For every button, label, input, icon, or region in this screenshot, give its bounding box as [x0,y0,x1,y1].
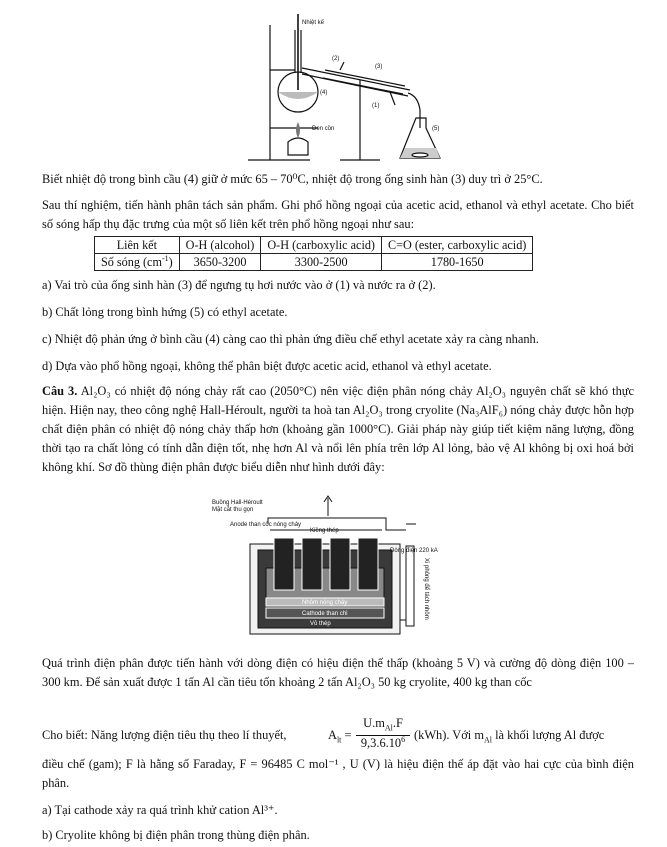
paragraph-definitions: điều chế (gam); F là hằng số Faraday, F = 96485 C mol⁻¹ , U (V) là hiệu điện thế áp đặt vào hai cực của bình điện phân. [42,757,634,790]
cell-sub-label: Mặt cắt thu gọn [212,507,254,513]
question-3 [42,382,634,477]
shell-label: Vỏ thép [310,621,331,627]
paragraph-temperature: Biết nhiệt độ trong bình cầu (4) giữ ở mức 65 – 70⁰C, nhiệt độ trong ống sinh hàn (3) duy trì ở 25°C. [42,172,543,186]
electrolysis-cell-figure [210,494,442,644]
q3-item-b: b) Cryolite không bị điện phân trong thùng điện phân. [42,828,310,842]
formula-numerator: $U.m_{Al}.F$ [356,716,410,736]
label-4: (4) [320,90,328,96]
ir-header-bond: Liên kết [95,237,180,254]
q2-item-c: c) Nhiệt độ phản ứng ở bình cầu (4) càng cao thì phản ứng điều chế ethyl acetate xảy ra càng nhanh. [42,332,539,346]
ir-header-co: C=O (ester, carboxylic acid) [381,237,532,254]
formula-denominator: 9,3.6.10$^6$ [360,735,406,751]
ir-value-co: 1780-1650 [381,254,532,271]
q2-item-b: b) Chất lỏng trong bình hứng (5) có ethyl acetate. [42,305,288,319]
label-2: (2) [332,56,340,62]
anode-label: Anode than cốc nóng chảy [230,522,302,528]
molten-al-label: Nhôm nóng chảy [302,600,348,606]
q2-item-d: d) Dựa vào phổ hồng ngoại, không thể phân biệt được acetic acid, ethanol và ethyl acetate. [42,359,492,373]
current-label: Dòng điện 220 kA [390,548,438,554]
label-5: (5) [432,126,440,132]
lamp-label: Đen cồn [312,126,335,132]
ir-value-oh-acid: 3300-2500 [261,254,382,271]
ir-row-label: Số sóng $(cm^{-1})$ [95,254,180,271]
label-3: (3) [375,64,383,70]
formula-intro: Cho biết: Năng lượng điện tiêu thụ theo lí thuyết, [42,728,287,742]
thermometer-label: Nhiệt kế [302,20,325,26]
ir-table [94,236,533,271]
siphon-label: Xi phông để tách nhôm [423,558,429,620]
question-3-title: Câu 3. [42,384,78,398]
steel-label: Kiềng thép [310,528,339,534]
ir-value-oh-alcohol: 3650-3200 [179,254,261,271]
formula-lhs: $A_{lt}$ = [328,728,352,745]
distillation-apparatus-figure [240,10,450,170]
cell-label: Buồng Hall-Héroult [212,500,263,506]
label-1: (1) [372,103,380,109]
formula-tail: (kWh). Với $m_{Al}$ là khối lượng Al được [414,728,605,745]
question-3-body: Al₂O₃ có nhiệt độ nóng chảy rất cao (2050°C) nên việc điện phân nóng chảy Al₂O₃ nguyên chất sẽ khó thực hiện. Hiện nay, theo công nghệ Hall-Héroult, người ta hoà tan Al₂O₃ trong cryolite (Na₃AlF₆) nóng chảy được hỗn hợp chất điện phân có nhiệt độ nóng chảy thấp hơn (khoảng gần 1000°C). Giải pháp này giúp tiết kiệm năng lượng, đồng thời tạo ra chất lỏng có tính dẫn điện tốt, nhẹ hơn Al và nổi lên phía trên lớp Al lỏng, bảo vệ Al không bị oxi hoá bởi không khí. Sơ đồ thùng điện phân được biểu diễn như hình dưới đây: [42,384,634,474]
paragraph-separation: Sau thí nghiệm, tiến hành phân tách sản phẩm. Ghi phổ hồng ngoại của acetic acid, ethanol và ethyl acetate. Cho biết số sóng hấp thụ đặc trưng của một số liên kết trên phổ hồng ngoại như sau: [42,198,634,231]
q3-item-a: a) Tại cathode xảy ra quá trình khử cation Al³⁺. [42,803,278,817]
cathode-label: Cathode than chì [302,611,348,617]
ir-header-oh-acid: O-H (carboxylic acid) [261,237,382,254]
q2-item-a: a) Vai trò của ống sinh hàn (3) để ngưng tụ hơi nước vào ở (1) và nước ra ở (2). [42,278,436,292]
paragraph-process: Quá trình điện phân được tiến hành với dòng điện có hiệu điện thế thấp (khoảng 5 V) và cường độ dòng điện 100 – 300 km. Để sản xuất được 1 tấn Al cần tiêu tốn khoảng 2 tấn Al₂O₃ 50 kg cryolite, 400 kg than cốc [42,656,634,689]
ir-header-oh-alcohol: O-H (alcohol) [179,237,261,254]
